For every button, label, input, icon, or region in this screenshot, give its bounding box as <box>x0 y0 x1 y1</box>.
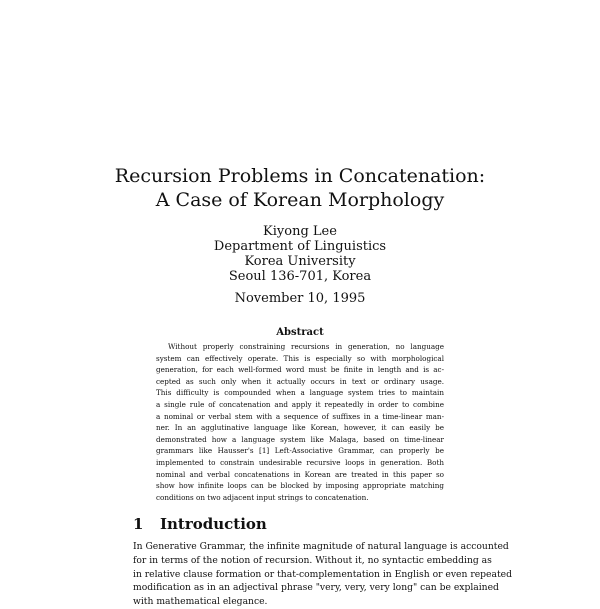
paper-title-line-2: A Case of Korean Morphology <box>155 189 445 211</box>
abstract-line: conditions on two adjacent input strings to concatenation. <box>156 492 369 502</box>
abstract-heading: Abstract <box>276 327 324 338</box>
section-heading <box>133 515 267 533</box>
paper-title-line-1: Recursion Problems in Concatenation: <box>114 165 486 187</box>
abstract-line: implemented to constrain undesirable recursive loops in generation. Both <box>156 457 444 467</box>
section-number: 1 <box>133 515 144 533</box>
body-line: in relative clause formation or that-complementation in English or even repeated <box>133 568 512 580</box>
abstract-line: cepted as such only when it actually occurs in text or ordinary usage. <box>156 376 444 386</box>
abstract-line: a single rule of concatenation and apply it repeatedly in order to combine <box>156 399 444 409</box>
abstract-line: nominal and verbal concatenations in Korean are treated in this paper so <box>156 469 444 479</box>
abstract-text <box>156 341 444 503</box>
paper-date: November 10, 1995 <box>234 291 366 306</box>
author-address: Seoul 136-701, Korea <box>228 269 372 284</box>
author-department: Department of Linguistics <box>213 239 387 254</box>
author-university: Korea University <box>244 254 356 269</box>
section-title: Introduction <box>160 515 267 533</box>
abstract-line: Without properly constraining recursions in generation, no language <box>168 342 444 351</box>
author-name: Kiyong Lee <box>263 224 337 239</box>
body-line: with mathematical elegance. <box>133 596 268 608</box>
body-line: modification as in an adjectival phrase "very, very, very long" can be explained <box>133 582 499 594</box>
abstract-line: ner. In an agglutinative language like Korean, however, it can easily be <box>156 423 444 433</box>
section-body-text <box>133 540 512 609</box>
abstract-line: demonstrated how a language system like Malaga, based on time-linear <box>156 434 444 444</box>
abstract-line: generation, for each well-formed word must be finite in length and is ac- <box>156 365 444 375</box>
abstract-line: grammars like Hausser's [1] Left-Associative Grammar, can properly be <box>156 446 444 456</box>
abstract-line: system can effectively operate. This is especially so with morphological <box>156 353 444 363</box>
body-line: for in terms of the notion of recursion. Without it, no syntactic embedding as <box>133 554 492 566</box>
abstract-line: a nominal or verbal stem with a sequence of suffixes in a time-linear man- <box>156 411 444 421</box>
abstract-line: This difficulty is compounded when a language system tries to maintain <box>156 388 444 398</box>
abstract-line: show how infinite loops can be blocked by imposing appropriate matching <box>156 481 444 491</box>
body-line: In Generative Grammar, the infinite magnitude of natural language is accounted <box>133 541 509 552</box>
